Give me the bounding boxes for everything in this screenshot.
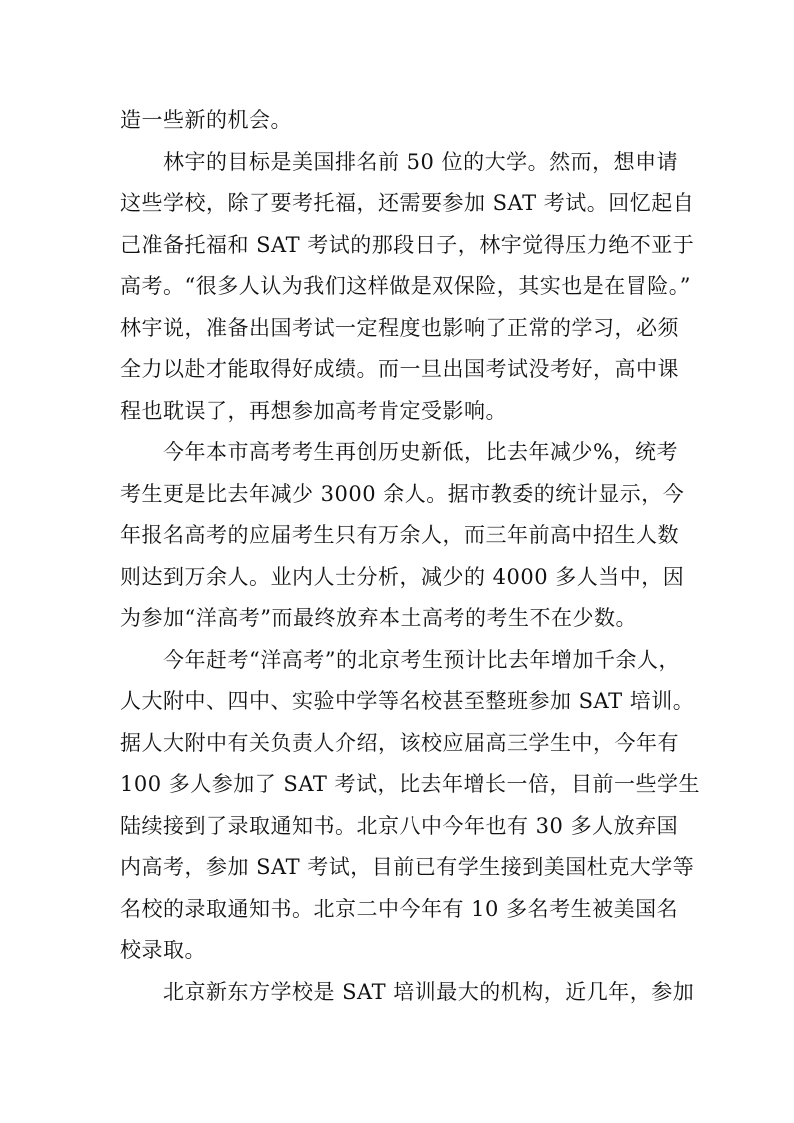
text-line: 今年本市高考考生再创历史新低，比去年减少%，统考 bbox=[163, 440, 678, 464]
text-line: 年报名高考的应届考生只有万余人，而三年前高中招生人数 bbox=[120, 523, 679, 547]
text-line: 校录取。 bbox=[120, 938, 206, 962]
text-line: 这些学校，除了要考托福，还需要参加 SAT 考试。回忆起自 bbox=[120, 191, 695, 215]
text-line: 造一些新的机会。 bbox=[120, 108, 292, 132]
text-line: 为参加“洋高考”而最终放弃本土高考的考生不在少数。 bbox=[120, 606, 637, 630]
text-line: 陆续接到了录取通知书。北京八中今年也有 30 多人放弃国 bbox=[120, 813, 679, 838]
text-line: 全力以赴才能取得好成绩。而一旦出国考试没考好，高中课 bbox=[120, 357, 679, 381]
text-line: 程也耽误了，再想参加高考肯定受影响。 bbox=[120, 398, 507, 423]
text-line: 今年赶考“洋高考”的北京考生预计比去年增加千余人， bbox=[163, 647, 680, 672]
text-line: 考生更是比去年减少 3000 余人。据市教委的统计显示，今 bbox=[120, 481, 685, 506]
text-line: 则达到万余人。业内人士分析，减少的 4000 多人当中，因 bbox=[120, 564, 685, 589]
text-line: 林宇的目标是美国排名前 50 位的大学。然而，想申请 bbox=[163, 149, 679, 174]
text-line: 内高考，参加 SAT 考试，目前已有学生接到美国杜克大学等 bbox=[120, 855, 695, 879]
text-line: 据人大附中有关负责人介绍，该校应届高三学生中，今年有 bbox=[120, 730, 679, 755]
text-line: 高考。“很多人认为我们这样做是双保险，其实也是在冒险。” bbox=[120, 274, 691, 298]
document-body bbox=[120, 100, 701, 1013]
text-line: 林宇说，准备出国考试一定程度也影响了正常的学习，必须 bbox=[120, 315, 679, 340]
text-line: 100 多人参加了 SAT 考试，比去年增长一倍，目前一些学生 bbox=[120, 772, 701, 796]
text-line: 己准备托福和 SAT 考试的那段日子，林宇觉得压力绝不亚于 bbox=[120, 232, 695, 257]
text-line: 名校的录取通知书。北京二中今年有 10 多名考生被美国名 bbox=[120, 896, 679, 921]
text-line: 北京新东方学校是 SAT 培训最大的机构，近几年，参加 bbox=[163, 979, 695, 1004]
text-line: 人大附中、四中、实验中学等名校甚至整班参加 SAT 培训。 bbox=[120, 689, 695, 713]
